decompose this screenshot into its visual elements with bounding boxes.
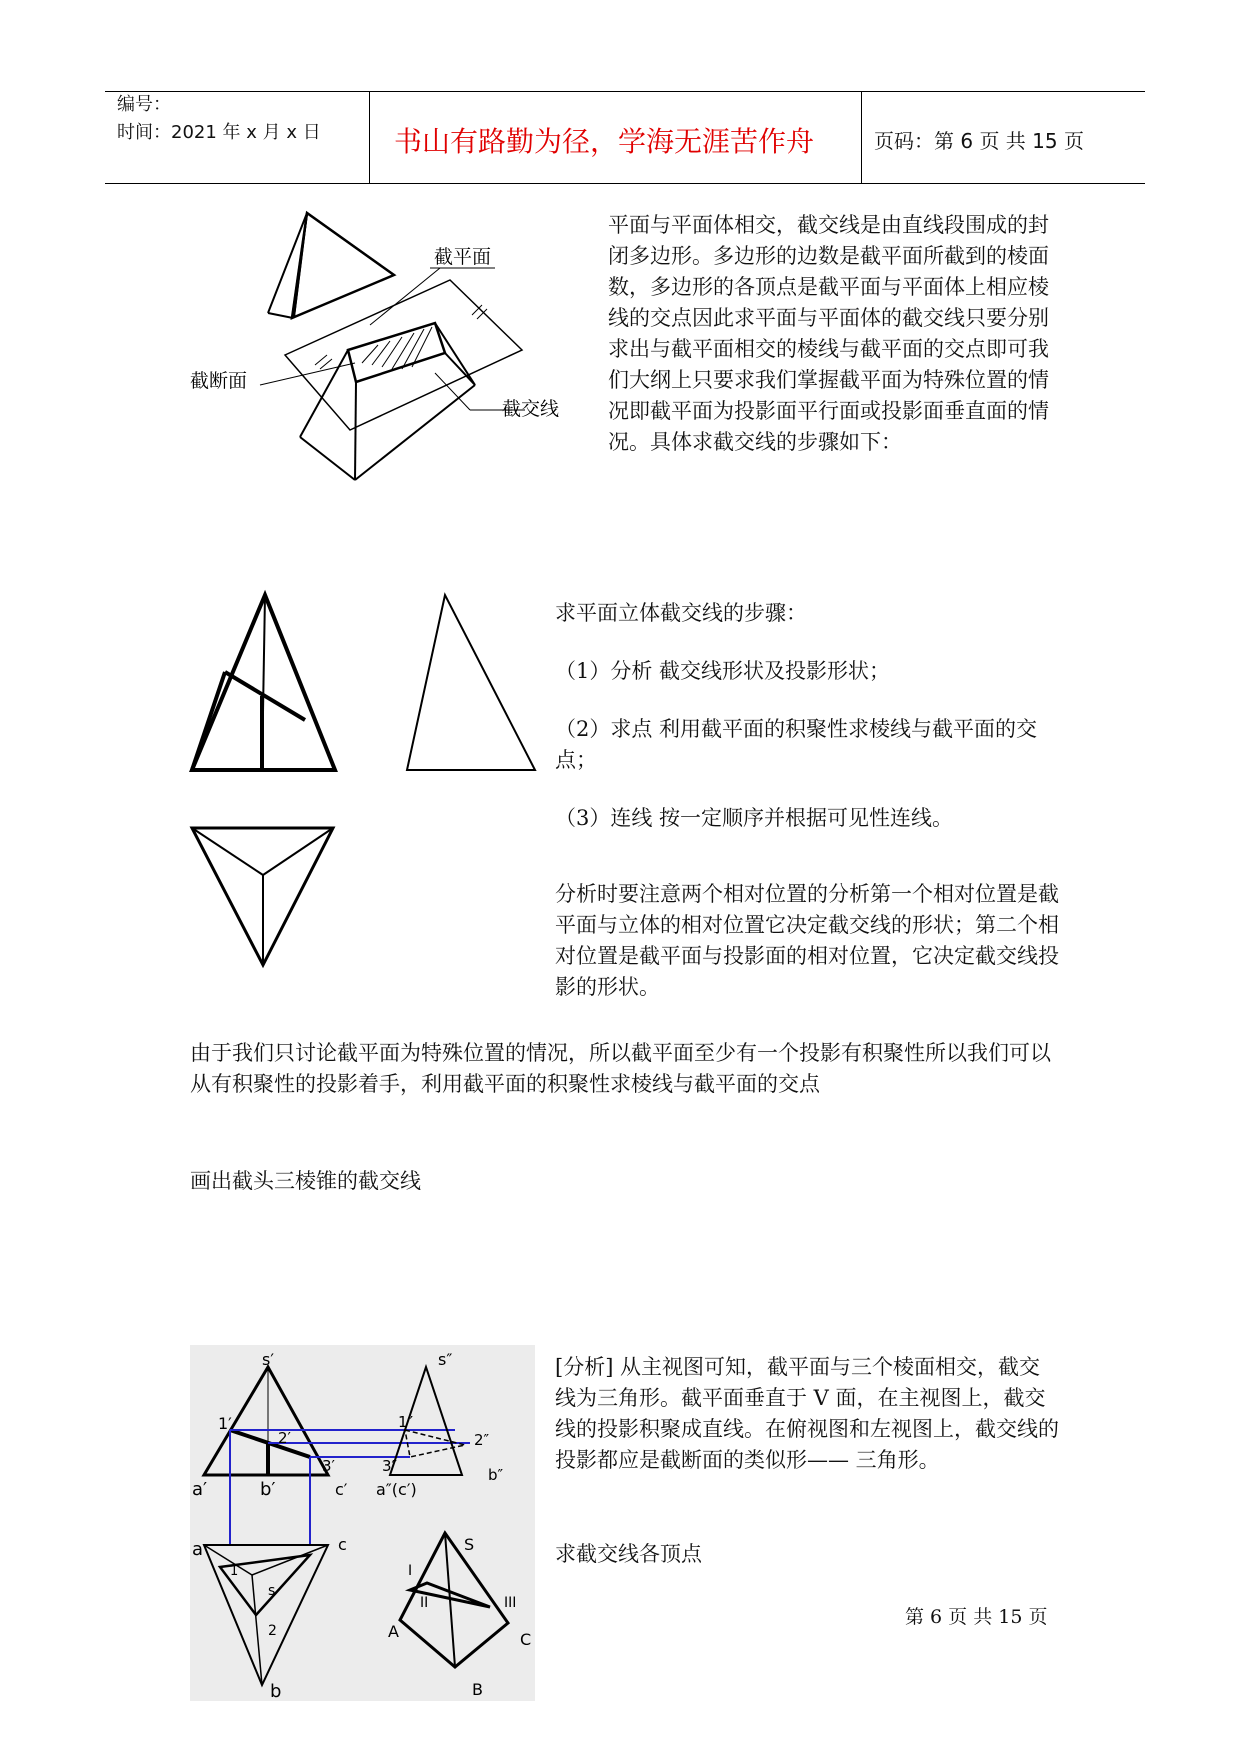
label-2: 2 [268,1623,277,1639]
steps-title: 求平面立体截交线的步骤： [555,601,807,625]
figure-section-plane-diagram [180,205,580,490]
label-c: c [338,1535,347,1554]
figure-projection-construction [190,1345,535,1701]
label-a-prime: a′ [192,1479,208,1500]
label-S-axo: S [464,1535,475,1554]
label-II-axo: II [420,1595,429,1611]
steps-block [555,598,1055,834]
figure-analysis-text: [分析] 从主视图可知，截平面与三个棱面相交，截交线为三角形。截平面垂直于 V 面，在主视图上，截交线的投影积聚成直线。在俯视图和左视图上，截交线的投影都应是截断面的类似形—— 三角形。 [555,1355,1059,1472]
label-b: b [270,1681,282,1702]
special-case-paragraph: 由于我们只讨论截平面为特殊位置的情况，所以截平面至少有一个投影有积聚性所以我们可以从有积聚性的投影着手，利用截平面的积聚性求棱线与截平面的交点 [190,1041,1051,1096]
label-I-axo: I [408,1563,413,1579]
label-b-prime: b′ [260,1479,276,1500]
label-B-axo: B [472,1680,483,1699]
label-intersection-line: 截交线 [502,398,560,420]
label-section-face: 截断面 [190,370,248,392]
label-s-prime: s′ [262,1350,274,1369]
label-A-axo: A [388,1622,399,1641]
label-3-prime: 3′ [322,1457,335,1475]
figure-three-view-pyramid [185,590,545,940]
label-s: s [268,1583,276,1599]
label-b-double: b″ [488,1466,504,1484]
label-s-double: s″ [438,1350,453,1369]
label-c-prime: c′ [335,1480,348,1499]
label-a-double-c: a″(c′) [376,1480,417,1499]
step-1: （1）分析 截交线形状及投影形状； [555,659,891,683]
step-2: （2）求点 利用截平面的积聚性求棱线与截平面的交点； [555,717,1038,772]
label-cutting-plane: 截平面 [434,246,492,268]
analysis-paragraph: 分析时要注意两个相对位置的分析第一个相对位置是截平面与立体的相对位置它决定截交线的形状；第二个相对位置是截平面与投影面的相对位置，它决定截交线投影的形状。 [555,882,1059,999]
label-3-double: 3″ [382,1457,398,1475]
vertices-heading: 求截交线各顶点 [555,1542,702,1566]
task-heading: 画出截头三棱锥的截交线 [190,1169,421,1193]
label-2-double: 2″ [474,1431,490,1449]
intro-paragraph: 平面与平面体相交，截交线是由直线段围成的封闭多边形。多边形的边数是截平面所截到的棱面数，多边形的各顶点是截平面与平面体上相应棱线的交点因此求平面与平面体的截交线只要分别求出与截平面相交的棱线与截平面的交点即可我们大纲上只要求我们掌握截平面为特殊位置的情况即截平面为投影面平行面或投影面垂直面的情况。具体求截交线的步骤如下： [608,213,1049,454]
header-title: 书山有路勤为径，学海无涯苦作舟 [394,125,815,158]
label-C-axo: C [520,1630,532,1649]
document-number-label: 编号： [117,94,171,115]
step-3: （3）连线 按一定顺序并根据可见性连线。 [555,806,954,830]
label-III-axo: III [504,1595,517,1611]
label-2-prime: 2′ [278,1429,291,1447]
document-time-label: 时间：2021 年 x 月 x 日 [117,122,321,143]
label-a: a [192,1539,204,1560]
analysis-paragraph-top [555,879,1060,1003]
label-1-prime: 1′ [218,1414,232,1433]
label-1: 1 [230,1564,239,1579]
page-footer: 第 6 页 共 15 页 [905,1606,1048,1628]
header-page-label: 页码：第 6 页 共 15 页 [874,129,1084,153]
label-1-double: 1″ [398,1413,414,1431]
